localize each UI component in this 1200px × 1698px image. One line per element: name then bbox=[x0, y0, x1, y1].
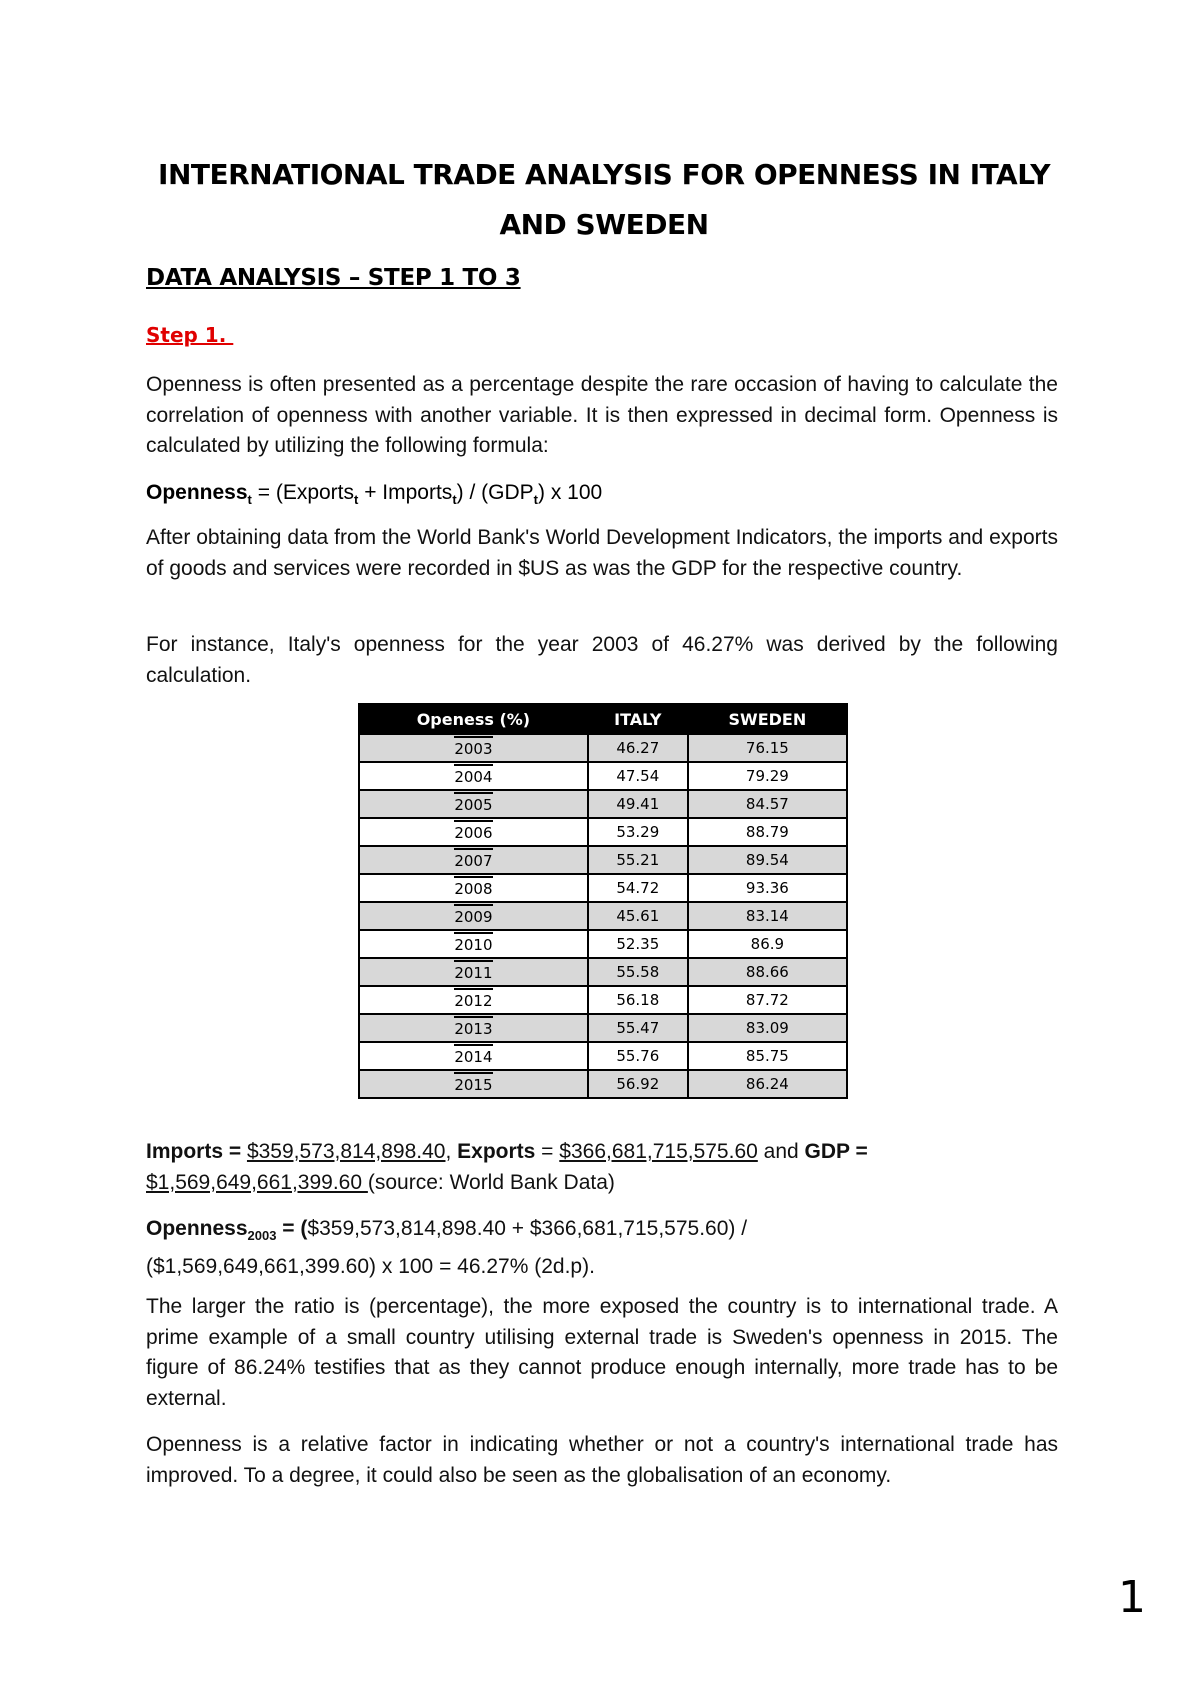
formula-part-2: + Imports bbox=[358, 481, 453, 504]
gdp-value: $1,569,649,661,399.60 bbox=[146, 1170, 368, 1194]
year-value: 2015 bbox=[454, 1072, 492, 1096]
sweden-cell: 83.09 bbox=[688, 1014, 847, 1042]
paragraph-example: For instance, Italy's openness for the year 2003 of 46.27% was derived by the following calculation. bbox=[146, 633, 1058, 687]
paragraph-intro: Openness is often presented as a percentage despite the rare occasion of having to calculate the correlation of openness with another variable. It is then expressed in decimal form. Openness is calculated by utilizing the following formula: bbox=[146, 373, 1058, 457]
italy-cell: 54.72 bbox=[588, 874, 688, 902]
formula-sub-3: t bbox=[452, 492, 457, 508]
year-value: 2012 bbox=[454, 988, 492, 1012]
document-title bbox=[130, 150, 1078, 250]
formula-label: Openness bbox=[146, 481, 248, 504]
formula-sub-2: t bbox=[354, 492, 359, 508]
italy-cell: 55.47 bbox=[588, 1014, 688, 1042]
title-line-2: AND SWEDEN bbox=[499, 208, 709, 241]
sweden-cell: 76.15 bbox=[688, 734, 847, 762]
year-cell bbox=[359, 1070, 588, 1098]
table-row bbox=[359, 1042, 847, 1070]
paragraph-relative: Openness is a relative factor in indicating whether or not a country's international trade has improved. To a degree, it could also be seen as the globalisation of an economy. bbox=[146, 1433, 1058, 1487]
year-cell bbox=[359, 818, 588, 846]
sweden-cell: 86.24 bbox=[688, 1070, 847, 1098]
sweden-cell: 93.36 bbox=[688, 874, 847, 902]
italy-cell: 53.29 bbox=[588, 818, 688, 846]
calc-line-1: $359,573,814,898.40 + $366,681,715,575.60) / bbox=[307, 1217, 748, 1240]
paragraph-values: Imports = $359,573,814,898.40, Exports = $366,681,715,575.60 and GDP = $1,569,649,661,399.60 (source: World Bank Data) bbox=[146, 1140, 868, 1194]
header-sweden: SWEDEN bbox=[688, 704, 847, 734]
header-year: Openess (%) bbox=[359, 704, 588, 734]
header-italy: ITALY bbox=[588, 704, 688, 734]
gdp-label: GDP = bbox=[804, 1140, 868, 1163]
year-value: 2007 bbox=[454, 848, 492, 872]
sweden-cell: 86.9 bbox=[688, 930, 847, 958]
year-cell bbox=[359, 902, 588, 930]
sweden-cell: 87.72 bbox=[688, 986, 847, 1014]
formula-part-4: ) x 100 bbox=[538, 481, 603, 504]
imports-value: $359,573,814,898.40 bbox=[246, 1140, 446, 1163]
calc-line-2: ($1,569,649,661,399.60) x 100 = 46.27% (2d.p). bbox=[146, 1254, 595, 1278]
table-row bbox=[359, 1070, 847, 1098]
calc-open: = ( bbox=[276, 1217, 308, 1240]
year-value: 2013 bbox=[454, 1016, 492, 1040]
source-note: (source: World Bank Data) bbox=[367, 1170, 615, 1194]
exports-label: Exports bbox=[457, 1140, 536, 1163]
table-row bbox=[359, 818, 847, 846]
exports-value: $366,681,715,575.60 bbox=[559, 1140, 758, 1163]
imports-label: Imports = bbox=[146, 1140, 242, 1163]
year-value: 2004 bbox=[454, 764, 492, 788]
table-row bbox=[359, 1014, 847, 1042]
step-label: Step 1. bbox=[146, 323, 234, 347]
sweden-cell: 85.75 bbox=[688, 1042, 847, 1070]
italy-cell: 49.41 bbox=[588, 790, 688, 818]
italy-cell: 56.18 bbox=[588, 986, 688, 1014]
year-value: 2005 bbox=[454, 792, 492, 816]
paragraph-calculation bbox=[146, 1214, 1058, 1282]
sweden-cell: 88.66 bbox=[688, 958, 847, 986]
sweden-cell: 83.14 bbox=[688, 902, 847, 930]
year-cell bbox=[359, 762, 588, 790]
italy-cell: 55.58 bbox=[588, 958, 688, 986]
year-cell bbox=[359, 846, 588, 874]
italy-cell: 52.35 bbox=[588, 930, 688, 958]
formula-sub-4: t bbox=[533, 492, 538, 508]
page-number: 1 bbox=[1118, 1572, 1146, 1623]
year-cell bbox=[359, 874, 588, 902]
title-line-1: INTERNATIONAL TRADE ANALYSIS FOR OPENNESS IN ITALY bbox=[158, 158, 1050, 191]
paragraph-data-source: After obtaining data from the World Bank's World Development Indicators, the imports and exports of goods and services were recorded in $US as was the GDP for the respective country. bbox=[146, 526, 1058, 580]
italy-cell: 47.54 bbox=[588, 762, 688, 790]
sweden-cell: 79.29 bbox=[688, 762, 847, 790]
sweden-cell: 89.54 bbox=[688, 846, 847, 874]
italy-cell: 56.92 bbox=[588, 1070, 688, 1098]
table-row bbox=[359, 734, 847, 762]
calc-label: Openness bbox=[146, 1217, 248, 1240]
year-value: 2011 bbox=[454, 960, 492, 984]
and-word: and bbox=[757, 1140, 805, 1163]
table-body bbox=[359, 734, 847, 1098]
openness-formula bbox=[146, 478, 602, 515]
openness-table bbox=[358, 703, 848, 1099]
year-cell bbox=[359, 930, 588, 958]
exports-eq: = bbox=[535, 1140, 560, 1163]
year-value: 2009 bbox=[454, 904, 492, 928]
table-row bbox=[359, 986, 847, 1014]
italy-cell: 45.61 bbox=[588, 902, 688, 930]
year-value: 2008 bbox=[454, 876, 492, 900]
year-cell bbox=[359, 790, 588, 818]
calc-sub: 2003 bbox=[247, 1228, 277, 1244]
paragraph-ratio: The larger the ratio is (percentage), the more exposed the country is to international trade. A prime example of a small country utilising external trade is Sweden's openness in 2015. The figure of 86.24% testifies that as they cannot produce enough internally, more trade has to be external. bbox=[146, 1295, 1058, 1410]
year-cell bbox=[359, 958, 588, 986]
year-cell bbox=[359, 734, 588, 762]
formula-sub: t bbox=[247, 492, 252, 508]
table-row bbox=[359, 930, 847, 958]
year-value: 2014 bbox=[454, 1044, 492, 1068]
table-row bbox=[359, 762, 847, 790]
table-row bbox=[359, 958, 847, 986]
year-cell bbox=[359, 1042, 588, 1070]
table-row bbox=[359, 846, 847, 874]
year-cell bbox=[359, 986, 588, 1014]
table-row bbox=[359, 790, 847, 818]
formula-part-3: ) / (GDP bbox=[456, 481, 534, 504]
table-header-row bbox=[359, 704, 847, 734]
sweden-cell: 88.79 bbox=[688, 818, 847, 846]
year-value: 2003 bbox=[454, 736, 492, 760]
year-value: 2010 bbox=[454, 932, 492, 956]
year-value: 2006 bbox=[454, 820, 492, 844]
table-row bbox=[359, 874, 847, 902]
italy-cell: 55.21 bbox=[588, 846, 688, 874]
table-row bbox=[359, 902, 847, 930]
italy-cell: 55.76 bbox=[588, 1042, 688, 1070]
year-cell bbox=[359, 1014, 588, 1042]
italy-cell: 46.27 bbox=[588, 734, 688, 762]
section-heading: DATA ANALYSIS – STEP 1 TO 3 bbox=[146, 265, 521, 291]
formula-part-1: = (Exports bbox=[251, 481, 355, 504]
sweden-cell: 84.57 bbox=[688, 790, 847, 818]
